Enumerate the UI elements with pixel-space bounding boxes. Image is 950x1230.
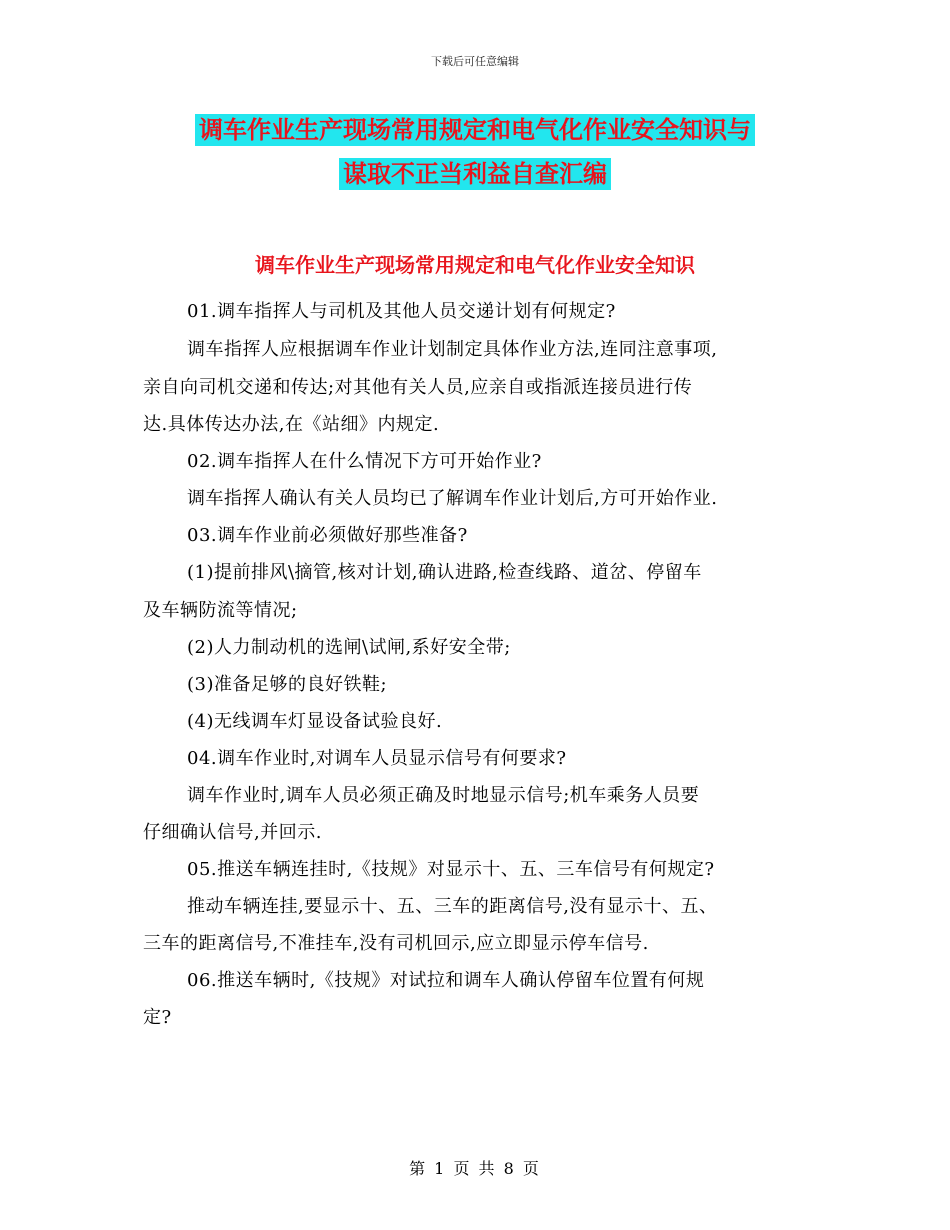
body-line: 调车作业时,调车人员必须正确及时地显示信号;机车乘务人员要 <box>187 785 700 806</box>
body-line: 调车指挥人确认有关人员均已了解调车作业计划后,方可开始作业. <box>187 488 718 509</box>
body-line: 三车的距离信号,不准挂车,没有司机回示,应立即显示停车信号. <box>143 933 649 954</box>
page-footer: 第 1 页 共 8 页 <box>409 1159 541 1178</box>
body-line: 推动车辆连挂,要显示十、五、三车的距离信号,没有显示十、五、 <box>187 896 718 917</box>
section-title: 调车作业生产现场常用规定和电气化作业安全知识 <box>255 253 695 277</box>
main-title-line-1 <box>0 113 950 147</box>
body-line: (3)准备足够的良好铁鞋; <box>187 674 388 695</box>
body-line: 定? <box>143 1007 172 1028</box>
body-line: 调车指挥人应根据调车作业计划制定具体作业方法,连同注意事项, <box>187 339 718 360</box>
body-line: 05.推送车辆连挂时,《技规》对显示十、五、三车信号有何规定? <box>187 859 715 880</box>
body-line: 06.推送车辆时,《技规》对试拉和调车人确认停留车位置有何规 <box>187 970 705 991</box>
main-title-text-1: 调车作业生产现场常用规定和电气化作业安全知识与 <box>195 114 755 146</box>
body-line: 达.具体传达办法,在《站细》内规定. <box>143 414 440 435</box>
body-line: 亲自向司机交递和传达;对其他有关人员,应亲自或指派连接员进行传 <box>143 377 693 398</box>
body-line: 02.调车指挥人在什么情况下方可开始作业? <box>187 451 542 472</box>
body-line: 03.调车作业前必须做好那些准备? <box>187 525 468 546</box>
main-title-line-2 <box>0 157 950 191</box>
body-line: (4)无线调车灯显设备试验良好. <box>187 711 443 732</box>
body-line: 及车辆防流等情况; <box>143 600 298 621</box>
body-line: 04.调车作业时,对调车人员显示信号有何要求? <box>187 748 567 769</box>
body-line: 仔细确认信号,并回示. <box>143 822 322 843</box>
body-line: (1)提前排风\摘管,核对计划,确认进路,检查线路、道岔、停留车 <box>187 562 702 583</box>
main-title-text-2: 谋取不正当利益自查汇编 <box>339 158 611 190</box>
body-line: (2)人力制动机的选闸\试闸,系好安全带; <box>187 637 511 658</box>
header-note: 下载后可任意编辑 <box>431 55 519 68</box>
body-line: 01.调车指挥人与司机及其他人员交递计划有何规定? <box>187 301 616 322</box>
